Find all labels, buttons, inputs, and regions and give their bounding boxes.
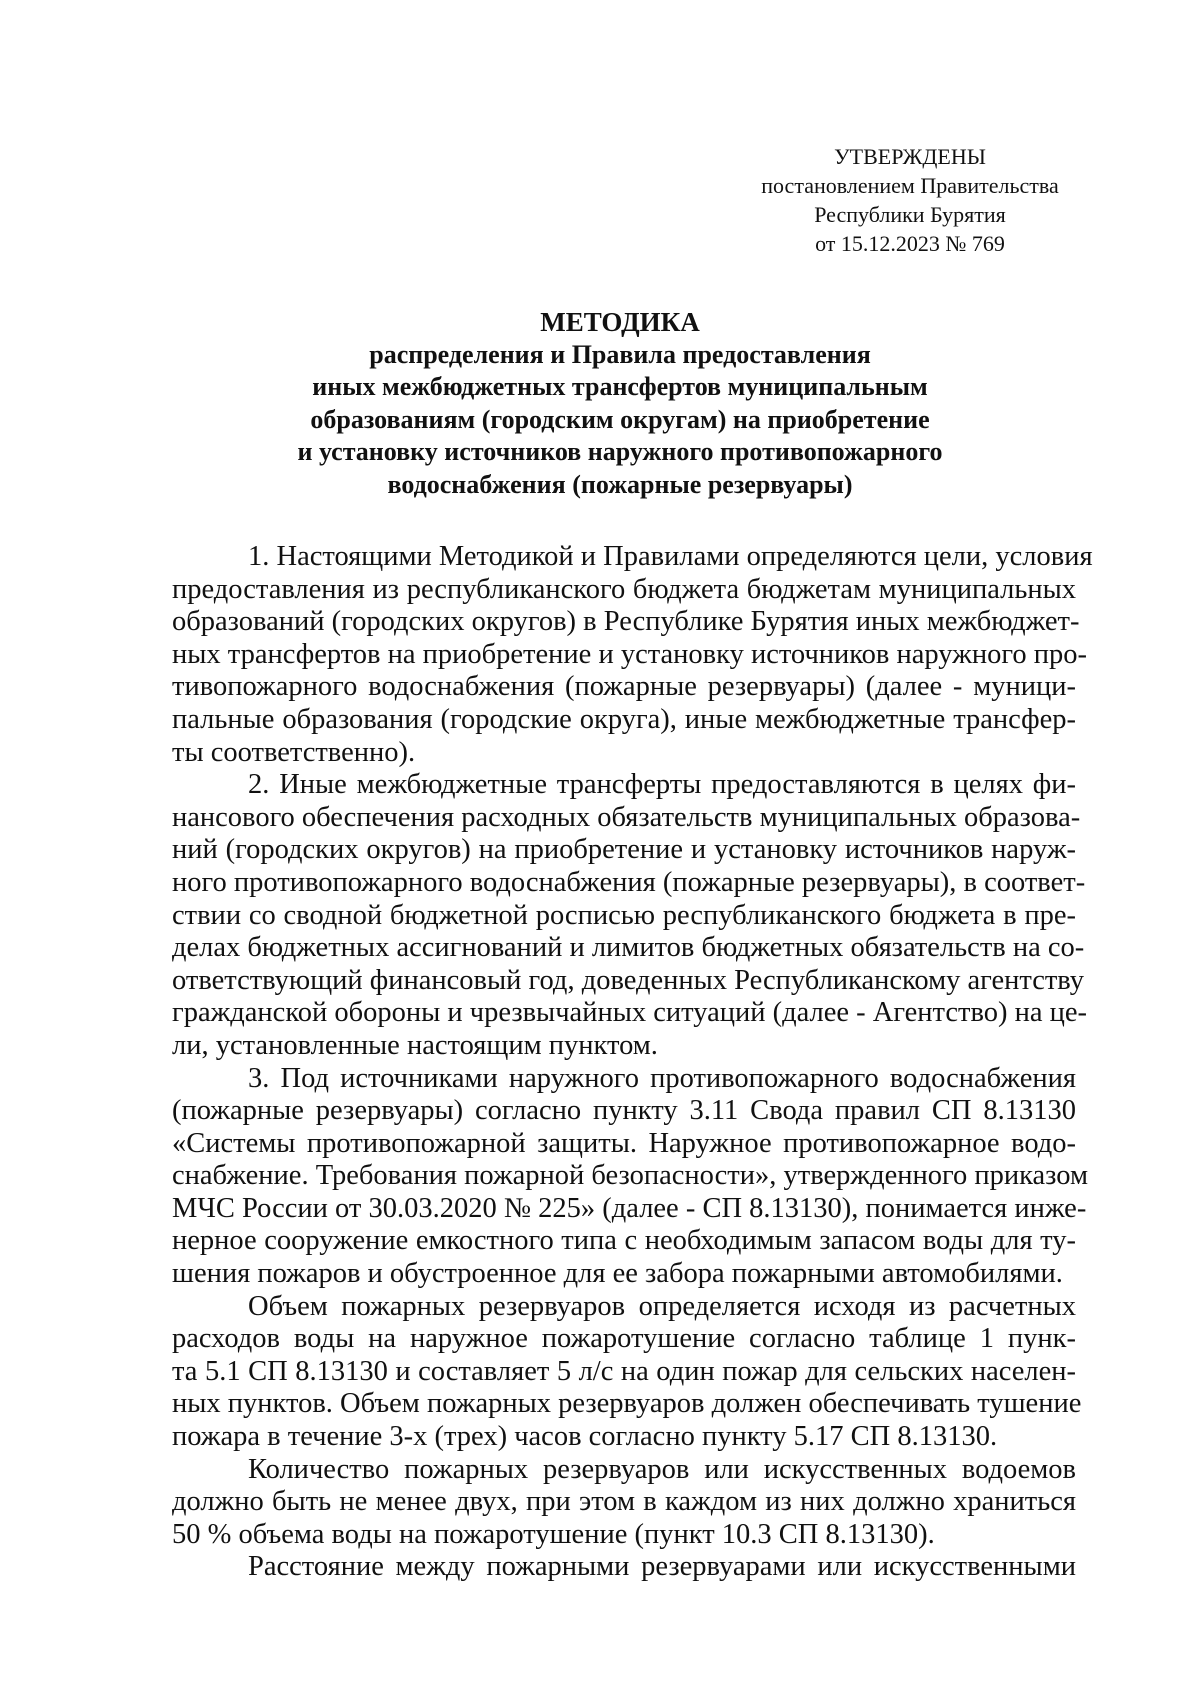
- approval-line: Республики Бурятия: [814, 202, 1006, 227]
- body-line: гражданской обороны и чрезвычайных ситуаций (далее - Агентство) на це-: [172, 997, 1088, 1029]
- body-line: образований (городских округов) в Республике Бурятия иных межбюджет-: [172, 606, 1080, 638]
- body-line: МЧС России от 30.03.2020 № 225» (далее - СП 8.13130), понимается инже-: [172, 1192, 1087, 1224]
- body-line: ных пунктов. Объем пожарных резервуаров должен обеспечивать тушение: [172, 1388, 1082, 1420]
- approval-heading: УТВЕРЖДЕНЫ: [834, 144, 986, 169]
- body-line: предоставления из республиканского бюджета бюджетам муниципальных: [172, 573, 1076, 605]
- title-line: иных межбюджетных трансфертов муниципальным: [312, 372, 928, 401]
- body-line: ний (городских округов) на приобретение и установку источников наруж-: [172, 834, 1076, 866]
- document-body: [172, 541, 1093, 1584]
- title-line: распределения и Правила предоставления: [369, 339, 871, 369]
- body-line: 50 % объема воды на пожаротушение (пункт 10.3 СП 8.13130).: [172, 1518, 935, 1550]
- body-line: шения пожаров и обустроенное для ее забора пожарными автомобилями.: [172, 1258, 1063, 1290]
- body-line: ты соответственно).: [172, 736, 416, 768]
- title-heading: МЕТОДИКА: [540, 307, 700, 337]
- body-line: снабжение. Требования пожарной безопасности», утвержденного приказом: [172, 1160, 1088, 1192]
- approval-date-number: от 15.12.2023 № 769: [815, 231, 1005, 256]
- body-line: та 5.1 СП 8.13130 и составляет 5 л/с на один пожар для сельских населен-: [172, 1355, 1076, 1387]
- body-line: нансового обеспечения расходных обязательств муниципальных образова-: [172, 801, 1081, 833]
- body-line: ли, установленные настоящим пунктом.: [172, 1029, 658, 1061]
- body-line: 1. Настоящими Методикой и Правилами определяются цели, условия: [248, 541, 1093, 572]
- body-line: ответствующий финансовый год, доведенных Республиканскому агентству: [172, 964, 1085, 996]
- body-line: тивопожарного водоснабжения (пожарные резервуары) (далее - муници-: [172, 671, 1076, 703]
- body-line: Расстояние между пожарными резервуарами или искусственными: [248, 1551, 1076, 1583]
- body-line: Объем пожарных резервуаров определяется исходя из расчетных: [248, 1290, 1076, 1322]
- body-line: 3. Под источниками наружного противопожарного водоснабжения: [248, 1062, 1076, 1094]
- body-line: пальные образования (городские округа), иные межбюджетные трансфер-: [172, 703, 1076, 735]
- body-line: ных трансфертов на приобретение и установку источников наружного про-: [172, 638, 1087, 670]
- body-line: ствии со сводной бюджетной росписью республиканского бюджета в пре-: [172, 899, 1076, 931]
- title-line: и установку источников наружного противопожарного: [297, 437, 943, 466]
- body-line: должно быть не менее двух, при этом в каждом из них должно храниться: [172, 1486, 1076, 1518]
- body-line: «Системы противопожарной защиты. Наружное противопожарное водо-: [172, 1127, 1076, 1159]
- body-line: Количество пожарных резервуаров или искусственных водоемов: [248, 1453, 1076, 1485]
- body-line: делах бюджетных ассигнований и лимитов бюджетных обязательств на со-: [172, 932, 1085, 964]
- title-line: водоснабжения (пожарные резервуары): [387, 469, 853, 499]
- body-line: пожара в течение 3-х (трех) часов согласно пункту 5.17 СП 8.13130.: [172, 1421, 998, 1453]
- body-line: ного противопожарного водоснабжения (пожарные резервуары), в соответ-: [172, 866, 1086, 898]
- body-line: расходов воды на наружное пожаротушение согласно таблице 1 пунк-: [172, 1323, 1076, 1355]
- approval-line: постановлением Правительства: [761, 173, 1059, 198]
- approval-stamp: [740, 142, 1080, 258]
- title-line: образованиям (городским округам) на приобретение: [310, 404, 930, 434]
- body-line: 2. Иные межбюджетные трансферты предоставляются в целях фи-: [248, 769, 1076, 801]
- body-line: (пожарные резервуары) согласно пункту 3.11 Свода правил СП 8.13130: [172, 1095, 1076, 1127]
- body-line: нерное сооружение емкостного типа с необходимым запасом воды для ту-: [172, 1225, 1076, 1257]
- document-title: [170, 306, 1070, 501]
